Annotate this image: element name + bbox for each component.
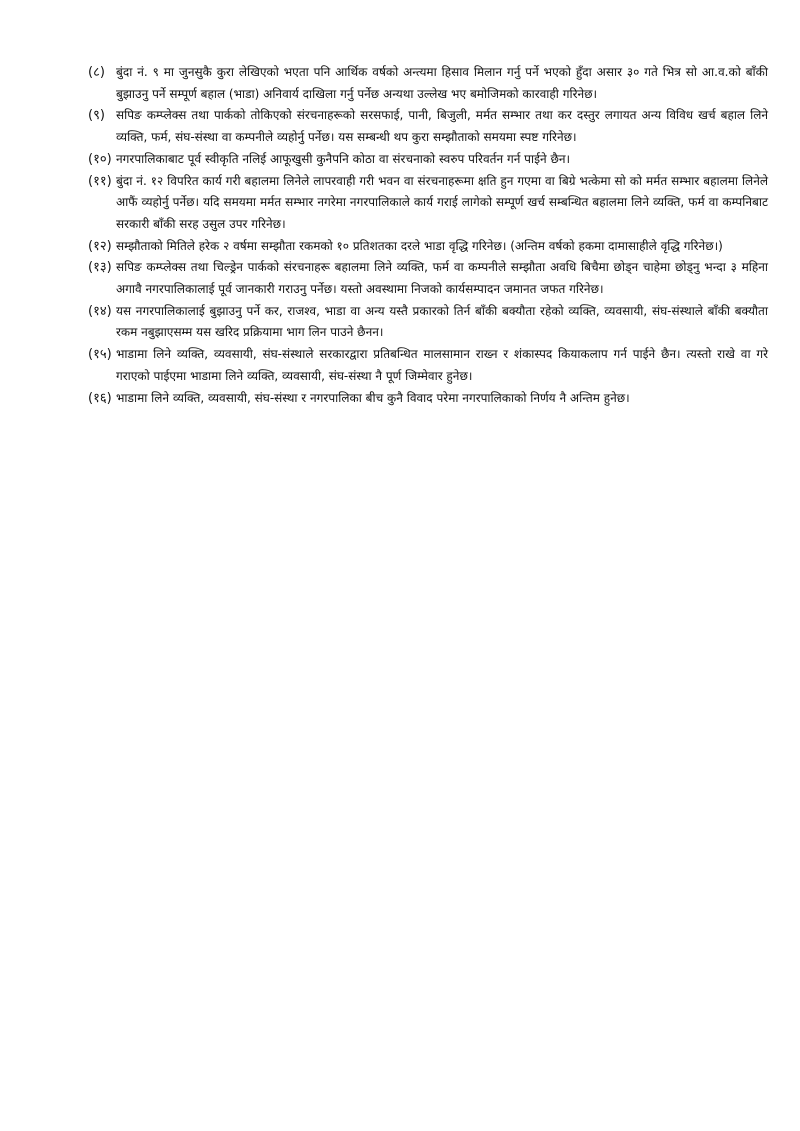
clause-12 — [88, 236, 768, 258]
clause-number: (१५) — [88, 347, 112, 363]
clause-number: (१३) — [88, 260, 112, 276]
clause-11 — [88, 171, 768, 236]
clause-number: (१४) — [88, 303, 112, 319]
clause-13 — [88, 257, 768, 300]
clause-16 — [88, 388, 768, 410]
clause-number: (११) — [88, 173, 112, 189]
clause-9 — [88, 105, 768, 148]
clause-number: (८) — [88, 65, 105, 80]
clause-text: सम्झौताको मितिले हरेक २ वर्षमा सम्झौता रकमको १० प्रतिशतका दरले भाडा वृद्धि गरिनेछ। (अन्तिम वर्षको हकमा दामासाहीले वृद्धि गरिनेछ।) — [116, 238, 723, 253]
clause-list — [88, 62, 768, 409]
clause-number: (१०) — [88, 151, 112, 167]
clause-text: नगरपालिकाबाट पूर्व स्वीकृति नलिई आफूखुसी कुनैपनि कोठा वा संरचनाको स्वरुप परिवर्तन गर्न पाईने छैन। — [116, 151, 571, 166]
clause-text: बुंदा नं. १२ विपरित कार्य गरी बहालमा लिनेले लापरवाही गरी भवन वा संरचनाहरूमा क्षति हुन गएमा वा बिग्रे भत्केमा सो को मर्मत सम्भार बहालमा लिनेले आफैं व्यहोर्नु पर्नेछ। यदि समयमा मर्मत सम्भार नगरेमा नगरपालिकाले कार्य गराई लागेको सम्पूर्ण खर्च सम्बन्धित बहालमा लिने व्यक्ति, फर्म वा कम्पनिबाट सरकारी बाँकी सरह उसुल उपर गरिनेछ। — [116, 173, 768, 231]
clause-text: यस नगरपालिकालाई बुझाउनु पर्ने कर, राजश्व, भाडा वा अन्य यस्तै प्रकारको तिर्न बाँकी बक्यौता रहेको व्यक्ति, व्यवसायी, संघ-संस्थाले बाँकी बक्यौता रकम नबुझाएसम्म यस खरिद प्रक्रियामा भाग लिन पाउने छैनन। — [116, 303, 768, 340]
clause-text: भाडामा लिने व्यक्ति, व्यवसायी, संघ-संस्था र नगरपालिका बीच कुनै विवाद परेमा नगरपालिकाको निर्णय नै अन्तिम हुनेछ। — [116, 390, 630, 405]
clause-text: भाडामा लिने व्यक्ति, व्यवसायी, संघ-संस्थाले सरकारद्वारा प्रतिबन्धित मालसामान राख्न र शंकास्पद कियाकलाप गर्न पाईने छैन। त्यस्तो राखे वा गरे गराएको पाईएमा भाडामा लिने व्यक्ति, व्यवसायी, संघ-संस्था नै पूर्ण जिम्मेवार हुनेछ। — [116, 347, 768, 383]
clause-text: बुंदा नं. ९ मा जुनसुकै कुरा लेखिएको भएता पनि आर्थिक वर्षको अन्त्यमा हिसाव मिलान गर्नु पर्ने भएको हुँदा असार ३० गते भित्र सो आ.व.को बाँकी बुझाउनु पर्ने सम्पूर्ण बहाल (भाडा) अनिवार्य दाखिला गर्नु पर्नेछ अन्यथा उल्लेख भए बमोजिमको कारवाही गरिनेछ। — [116, 65, 768, 101]
clause-15 — [88, 344, 768, 387]
clause-number: (१६) — [88, 390, 112, 406]
clause-text: सपिङ कम्प्लेक्स तथा चिल्ड्रेन पार्कको संरचनाहरू बहालमा लिने व्यक्ति, फर्म वा कम्पनीले सम्झौता अवधि बिचैमा छोड्न चाहेमा छोड्नु भन्दा ३ महिना अगावै नगरपालिकालाई पूर्व जानकारी गराउनु पर्नेछ। यस्तो अवस्थामा निजको कार्यसम्पादन जमानत जफत गरिनेछ। — [116, 260, 768, 297]
clause-text: सपिङ कम्प्लेक्स तथा पार्कको तोकिएको संरचनाहरूको सरसफाई, पानी, बिजुली, मर्मत सम्भार तथा कर दस्तुर लगायत अन्य विविध खर्च बहाल लिने व्यक्ति, फर्म, संघ-संस्था वा कम्पनीले व्यहोर्नु पर्नेछ। यस सम्बन्धी थप कुरा सम्झौताको समयमा स्पष्ट गरिनेछ। — [116, 108, 768, 145]
clause-14 — [88, 301, 768, 344]
clause-10 — [88, 149, 768, 171]
clause-number: (१२) — [88, 238, 112, 254]
clause-8 — [88, 62, 768, 105]
clause-number: (९) — [88, 108, 105, 124]
